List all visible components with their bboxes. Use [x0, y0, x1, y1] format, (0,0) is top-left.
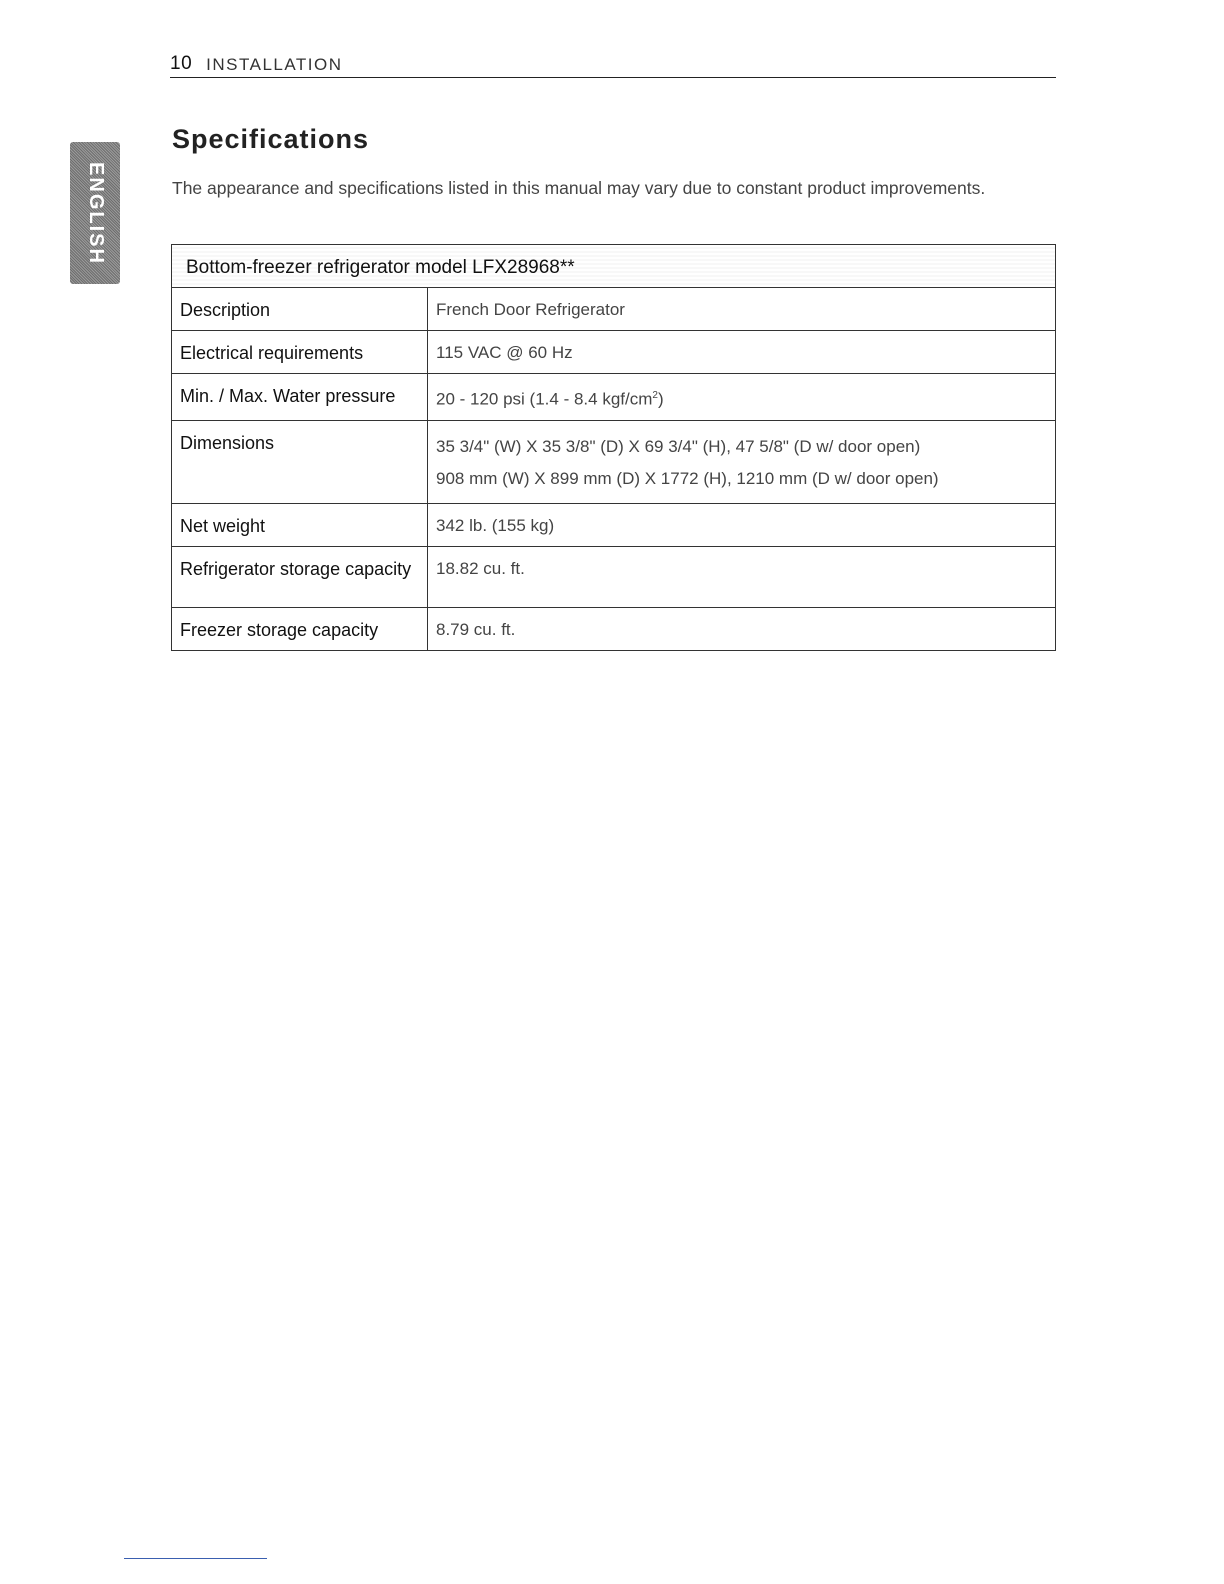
- row-value: 8.79 cu. ft.: [428, 607, 1056, 650]
- model-heading: Bottom-freezer refrigerator model LFX28968**: [172, 245, 1056, 288]
- language-tab-label: ENGLISH: [84, 161, 107, 265]
- footer-rule: [124, 1558, 267, 1559]
- table-row: [172, 503, 1056, 546]
- value-tail: ): [657, 389, 664, 409]
- row-value: 342 lb. (155 kg): [428, 503, 1056, 546]
- table-row: [172, 607, 1056, 650]
- dimensions-imperial: 35 3/4" (W) X 35 3/8" (D) X 69 3/4" (H), 47 5/8" (D w/ door open): [436, 436, 921, 456]
- intro-paragraph: The appearance and specifications listed in this manual may vary due to constant product improvements.: [172, 178, 986, 198]
- row-value: French Door Refrigerator: [428, 288, 1056, 331]
- row-label: Electrical requirements: [172, 331, 428, 374]
- table-header-row: [172, 245, 1056, 288]
- row-label: Dimensions: [172, 420, 428, 503]
- row-label: Net weight: [172, 503, 428, 546]
- row-label: Refrigerator storage capacity: [172, 546, 428, 607]
- table-row: [172, 288, 1056, 331]
- row-value: 115 VAC @ 60 Hz: [428, 331, 1056, 374]
- table-row: [172, 374, 1056, 421]
- row-value: [428, 420, 1056, 503]
- row-value: 18.82 cu. ft.: [428, 546, 1056, 607]
- specifications-table: [171, 244, 1056, 651]
- table-row: [172, 331, 1056, 374]
- row-label: Min. / Max. Water pressure: [172, 374, 428, 421]
- dimensions-metric: 908 mm (W) X 899 mm (D) X 1772 (H), 1210 mm (D w/ door open): [436, 468, 939, 488]
- section-name: INSTALLATION: [206, 55, 343, 74]
- water-pressure-value: 20 - 120 psi (1.4 - 8.4 kgf/cm: [436, 389, 653, 409]
- table-row: [172, 420, 1056, 503]
- row-label: Freezer storage capacity: [172, 607, 428, 650]
- page-header: [170, 54, 1056, 78]
- table-row: [172, 546, 1056, 607]
- page-number: 10: [170, 53, 193, 74]
- row-label: Description: [172, 288, 428, 331]
- row-value: [428, 374, 1056, 421]
- superscript: 2: [652, 390, 658, 401]
- language-tab: [70, 142, 120, 284]
- page-title: Specifications: [172, 124, 370, 154]
